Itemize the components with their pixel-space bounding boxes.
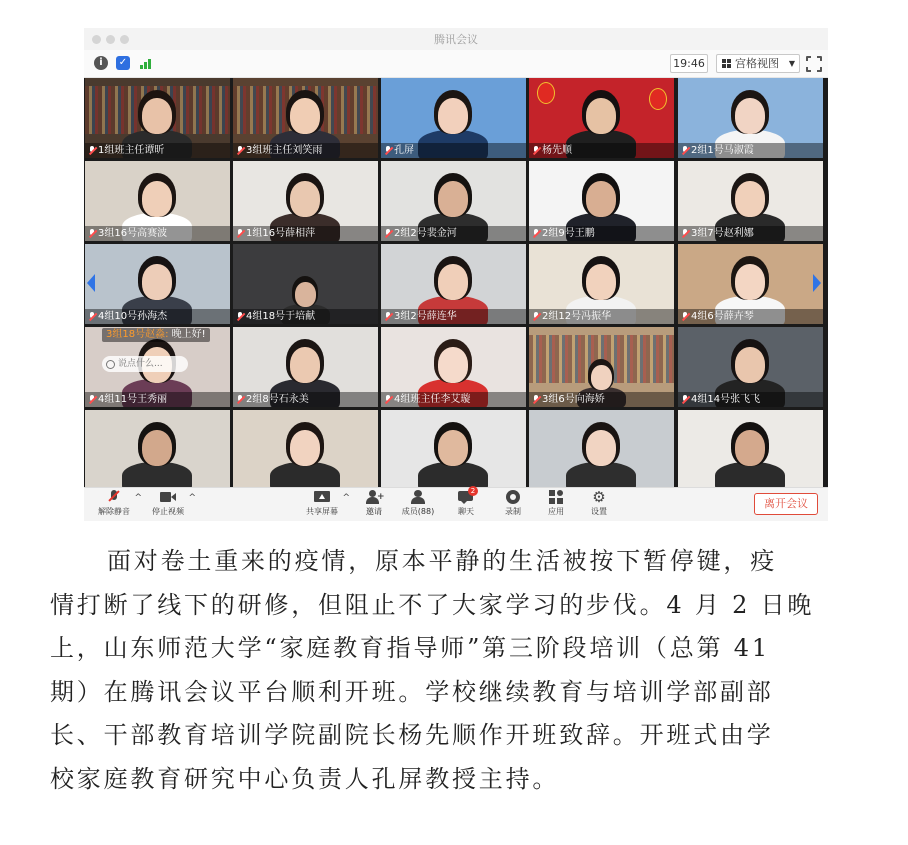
- participant-face: [586, 98, 616, 134]
- settings-button[interactable]: [585, 490, 613, 520]
- participant-tile[interactable]: [381, 244, 526, 324]
- chevron-up-icon[interactable]: ^: [134, 493, 142, 503]
- participant-name: 4组10号孙海杰: [98, 311, 168, 322]
- unmute-label: 解除静音: [98, 507, 130, 516]
- participant-face: [438, 181, 468, 217]
- participant-name: 4组14号张飞飞: [691, 394, 761, 405]
- participant-name: 孔屏: [394, 145, 414, 156]
- view-mode-label: 宫格视图: [735, 57, 779, 70]
- mic-muted-icon: [682, 229, 688, 238]
- mic-muted-icon: [89, 229, 95, 238]
- meeting-control-bar: [84, 487, 828, 521]
- chat-input-placeholder: 说点什么...: [118, 359, 163, 369]
- article-line: 期）在腾讯会议平台顺利开班。学校继续教育与培训学部副部: [50, 677, 774, 706]
- participant-face: [142, 98, 172, 134]
- signal-icon: [140, 57, 154, 69]
- shield-icon[interactable]: ✓: [116, 56, 130, 70]
- gear-icon: ⚙: [592, 488, 606, 506]
- record-button[interactable]: [499, 490, 527, 520]
- lantern-decoration: [537, 82, 555, 104]
- participant-body: [715, 462, 785, 490]
- participant-face: [142, 264, 172, 300]
- participant-name: 4组班主任李艾璇: [394, 394, 471, 405]
- mic-muted-icon: [89, 146, 95, 155]
- participant-face: [295, 282, 316, 307]
- article-line: 长、干部教育培训学院副院长杨先顺作开班致辞。开班式由学: [50, 721, 774, 749]
- chevron-down-icon: ▼: [788, 59, 795, 68]
- info-icon[interactable]: i: [94, 56, 108, 70]
- chat-sender: 3组18号赵淼:: [106, 329, 169, 340]
- participant-name: 杨先顺: [542, 145, 572, 156]
- participant-name: 4组18号于培献: [246, 311, 316, 322]
- participant-face: [290, 98, 320, 134]
- participant-tile[interactable]: [85, 410, 230, 490]
- grid-view-icon: [722, 59, 731, 68]
- participant-face: [438, 430, 468, 466]
- record-label: 录制: [505, 507, 521, 516]
- participant-tile[interactable]: [381, 78, 526, 158]
- mic-muted-icon: [106, 490, 122, 504]
- participant-face: [735, 264, 765, 300]
- mic-muted-icon: [533, 146, 539, 155]
- participant-face: [438, 264, 468, 300]
- participant-name: 1组班主任谭昕: [98, 145, 165, 156]
- participant-face: [735, 347, 765, 383]
- participant-body: [566, 462, 636, 490]
- participant-name: 3组班主任刘笑雨: [246, 145, 323, 156]
- stop-video-label: 停止视频: [152, 507, 184, 516]
- meeting-screenshot: [84, 28, 828, 520]
- share-screen-button[interactable]: [304, 490, 350, 520]
- participant-name-bar: [381, 392, 526, 407]
- participant-name: 2组9号王鹏: [542, 228, 595, 239]
- participant-face: [290, 347, 320, 383]
- participant-name-bar: [381, 226, 526, 241]
- meeting-top-toolbar: [84, 50, 828, 78]
- participant-tile[interactable]: [381, 327, 526, 407]
- participant-name: 4组6号薛卉琴: [691, 311, 754, 322]
- participant-tile[interactable]: [529, 161, 674, 241]
- unmute-button[interactable]: [96, 490, 142, 520]
- participant-face: [142, 181, 172, 217]
- record-icon: [505, 490, 521, 504]
- mic-muted-icon: [682, 395, 688, 404]
- apps-label: 应用: [548, 507, 564, 516]
- chat-icon: [458, 487, 476, 504]
- mic-muted-icon: [237, 146, 243, 155]
- next-page-arrow-icon[interactable]: [813, 274, 821, 292]
- mic-muted-icon: [89, 312, 95, 321]
- view-mode-dropdown[interactable]: [716, 54, 800, 73]
- participant-face: [591, 365, 612, 390]
- participant-face: [586, 430, 616, 466]
- mic-muted-icon: [682, 312, 688, 321]
- share-screen-label: 共享屏幕: [306, 507, 338, 516]
- stop-video-button[interactable]: [150, 490, 196, 520]
- participant-tile[interactable]: [233, 327, 378, 407]
- participant-face: [586, 181, 616, 217]
- chevron-up-icon[interactable]: ^: [188, 493, 196, 503]
- participant-name-bar: [678, 143, 823, 158]
- mic-muted-icon: [385, 312, 391, 321]
- participant-name: 2组12号冯振华: [542, 311, 612, 322]
- chat-bubble: [102, 328, 210, 342]
- members-label: 成员(88): [401, 507, 435, 516]
- mic-muted-icon: [89, 395, 95, 404]
- lantern-decoration: [649, 88, 667, 110]
- chat-button[interactable]: [452, 487, 480, 520]
- participant-name-bar: [529, 143, 674, 158]
- meeting-timer: 19:46: [670, 54, 708, 73]
- participant-tile[interactable]: [233, 161, 378, 241]
- chat-quick-input[interactable]: [102, 356, 188, 372]
- members-icon: [410, 490, 426, 504]
- mic-muted-icon: [237, 312, 243, 321]
- participant-name: 3组16号高赛波: [98, 228, 168, 239]
- participant-name: 3组7号赵利娜: [691, 228, 754, 239]
- participant-name-bar: [529, 309, 674, 324]
- participant-name-bar: [85, 143, 230, 158]
- previous-page-arrow-icon[interactable]: [87, 274, 95, 292]
- participant-face: [735, 181, 765, 217]
- participant-face: [290, 430, 320, 466]
- participant-name-bar: [678, 392, 823, 407]
- settings-label: 设置: [591, 507, 607, 516]
- participant-name: 3组6号向海娇: [542, 394, 605, 405]
- article-line: 校家庭教育研究中心负责人孔屏教授主持。: [50, 764, 560, 793]
- participant-name-bar: [529, 392, 674, 407]
- participant-body: [418, 462, 488, 490]
- members-button[interactable]: [396, 490, 440, 520]
- participant-tile[interactable]: [529, 410, 674, 490]
- participant-name-bar: [678, 309, 823, 324]
- participant-name: 1组16号薛相萍: [246, 228, 316, 239]
- participant-tile[interactable]: [678, 327, 823, 407]
- article-text: [50, 540, 868, 801]
- participant-name-bar: [85, 226, 230, 241]
- invite-label: 邀请: [366, 507, 382, 516]
- participant-face: [586, 264, 616, 300]
- participant-tile[interactable]: [529, 327, 674, 407]
- participant-name-bar: [233, 226, 378, 241]
- participant-tile[interactable]: [678, 78, 823, 158]
- participant-name-bar: [529, 226, 674, 241]
- participant-face: [438, 347, 468, 383]
- participant-body: [122, 462, 192, 490]
- participant-tile[interactable]: [233, 244, 378, 324]
- participant-tile[interactable]: [529, 78, 674, 158]
- mic-muted-icon: [237, 229, 243, 238]
- participant-tile[interactable]: [678, 244, 823, 324]
- participant-tile[interactable]: [85, 161, 230, 241]
- window-title: 腾讯会议: [434, 33, 478, 46]
- participant-name-bar: [233, 392, 378, 407]
- participant-name: 3组2号薛连华: [394, 311, 457, 322]
- apps-button[interactable]: [542, 490, 570, 520]
- title-bar: [84, 28, 828, 51]
- add-user-icon: +: [366, 490, 382, 504]
- participant-face: [735, 430, 765, 466]
- participant-name: 2组2号裴金河: [394, 228, 457, 239]
- mic-muted-icon: [237, 395, 243, 404]
- participant-body: [270, 462, 340, 490]
- participant-name-bar: [381, 143, 526, 158]
- participant-tile[interactable]: [381, 161, 526, 241]
- participant-tile[interactable]: [678, 161, 823, 241]
- participant-tile[interactable]: [233, 410, 378, 490]
- mic-muted-icon: [533, 229, 539, 238]
- mic-muted-icon: [533, 312, 539, 321]
- invite-button[interactable]: [360, 490, 388, 520]
- chat-message: 晚上好!: [171, 329, 206, 340]
- participant-face: [142, 430, 172, 466]
- participant-face: [735, 98, 765, 134]
- participant-name-bar: [233, 143, 378, 158]
- mic-muted-icon: [385, 395, 391, 404]
- participant-name: 4组11号王秀丽: [98, 394, 168, 405]
- participant-tile[interactable]: [233, 78, 378, 158]
- video-grid: [84, 78, 828, 487]
- share-screen-icon: [314, 490, 330, 504]
- participant-tile[interactable]: [529, 244, 674, 324]
- chat-unread-badge: 2: [468, 486, 478, 496]
- participant-face: [438, 98, 468, 134]
- chat-icon: [106, 360, 115, 369]
- mic-muted-icon: [385, 229, 391, 238]
- participant-tile[interactable]: [85, 78, 230, 158]
- participant-name-bar: [85, 309, 230, 324]
- article-line: 面对卷土重来的疫情，原本平静的生活被按下暂停键，疫: [107, 547, 777, 575]
- participant-name-bar: [678, 226, 823, 241]
- participant-face: [290, 181, 320, 217]
- camera-icon: [160, 490, 176, 504]
- participant-tile[interactable]: [678, 410, 823, 490]
- participant-name: 2组8号石永美: [246, 394, 309, 405]
- participant-name-bar: [85, 392, 230, 407]
- participant-tile[interactable]: [85, 244, 230, 324]
- participant-name: 2组1号马淑霞: [691, 145, 754, 156]
- participant-name-bar: [233, 309, 378, 324]
- article-line: 上，山东师范大学“家庭教育指导师”第三阶段培训（总第 41: [50, 634, 770, 662]
- participant-name-bar: [381, 309, 526, 324]
- chat-label: 聊天: [458, 507, 474, 516]
- mic-muted-icon: [533, 395, 539, 404]
- apps-icon: [548, 490, 564, 504]
- participant-tile[interactable]: [381, 410, 526, 490]
- article-line: 情打断了线下的研修，但阻止不了大家学习的步伐。4 月 2 日晚: [50, 590, 815, 619]
- mic-muted-icon: [682, 146, 688, 155]
- fullscreen-icon[interactable]: [806, 56, 822, 72]
- leave-meeting-button[interactable]: 离开会议: [754, 493, 818, 515]
- chevron-up-icon[interactable]: ^: [342, 493, 350, 503]
- mic-muted-icon: [385, 146, 391, 155]
